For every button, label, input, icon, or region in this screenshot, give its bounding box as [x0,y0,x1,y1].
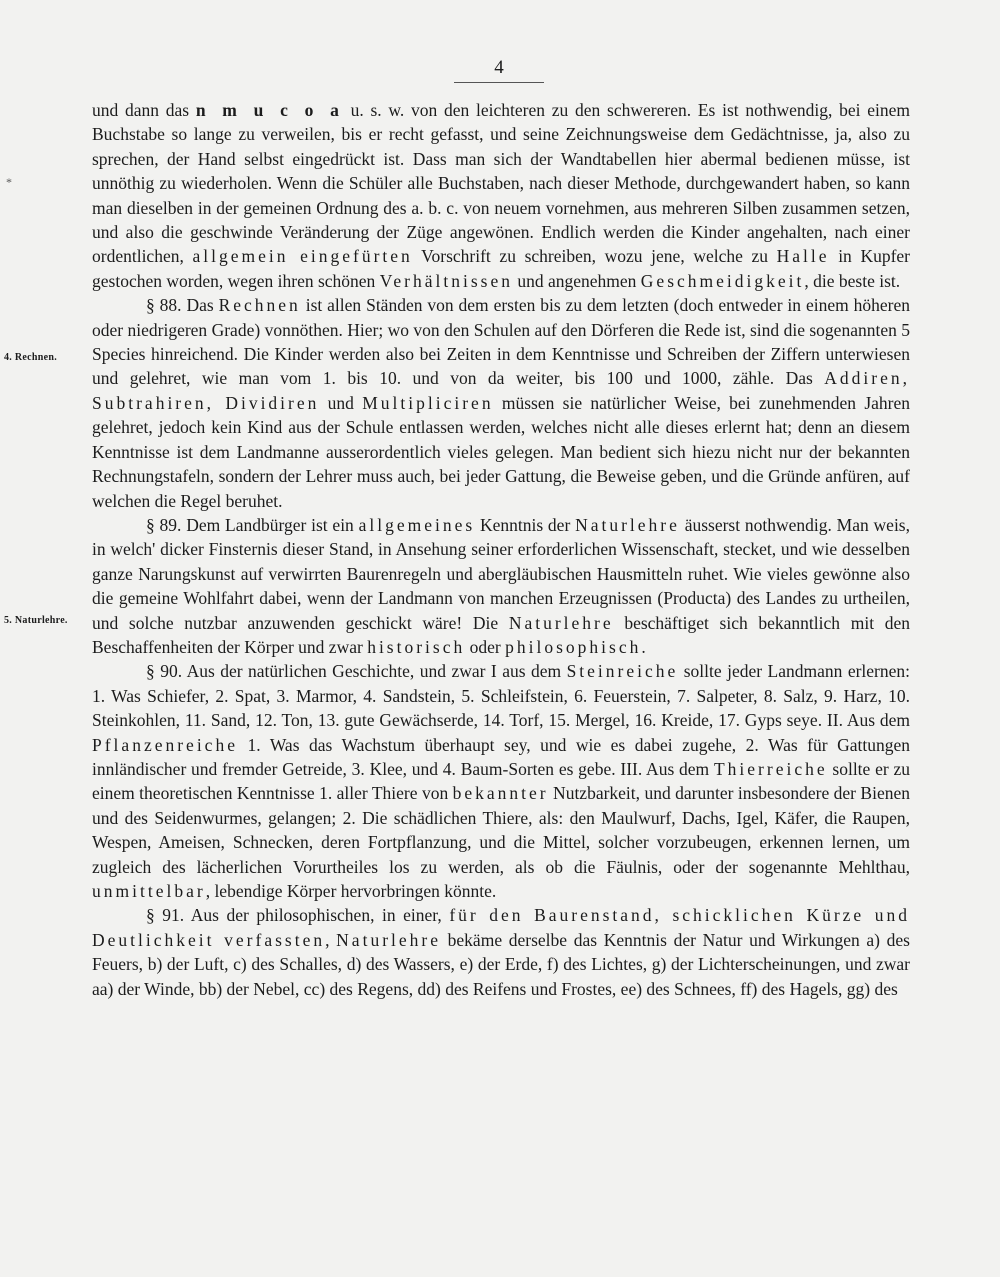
page-number-rule [454,82,544,83]
margin-asterisk: * [6,175,12,189]
paragraph-continuation: und dann das n m u c o a u. s. w. von den leichteren zu den schwereren. Es ist nothwendig, bei einem Buchstabe so lange zu verweilen, bis er recht gefasst, und seine Zeichnungsweise dem Gedächtnisse, ja, also zu sprechen, der Hand selbst eingedrückt ist. Dass man sich der Wandtabellen hier abermal bedienen müsse, ist unnöthig zu wiederholen. Wenn die Schüler alle Buchstaben, nach dieser Methode, durchgewandert haben, so kann man dieselben in der gemeinen Ordnung des a. b. c. von neuem vornehmen, aus mehreren Silben zusammen setzen, und also die geschwinde Veränderung der Züge angewönen. Endlich werden die Kinder angehalten, nach einer ordentlichen, allgemein eingefürten Vorschrift zu schreiben, wozu jene, welche zu Halle in Kupfer gestochen worden, wegen ihren schönen Verhältnissen und angenehmen Geschmeidigkeit, die beste ist. [92,100,910,291]
paragraph-section-90: § 90. Aus der natürlichen Geschichte, und zwar I aus dem Steinreiche sollte jeder Landmann erlernen: 1. Was Schiefer, 2. Spat, 3. Marmor, 4. Sandstein, 5. Schleifstein, 6. Feuerstein, 7. Salpeter, 8. Salz, 9. Harz, 10. Steinkohlen, 11. Sand, 12. Ton, 13. gute Gewächserde, 14. Torf, 15. Mergel, 16. Kreide, 17. Gyps seye. II. Aus dem Pflanzenreiche 1. Was das Wachstum überhaupt sey, und wie es dabei zugehe, 2. Was für Gattungen innländischer und fremder Getreide, 3. Klee, und 4. Baum-Sorten es gebe. III. Aus dem Thierreiche sollte er zu einem theoretischen Kenntnisse 1. aller Thiere von bekannter Nutzbarkeit, und darunter insbesondere der Bienen und des Seidenwurmes, gelangen; 2. Die schädlichen Thiere, als: den Maulwurf, Dachs, Igel, Käfer, die Raupen, Wespen, Ameisen, Schnecken, deren Fortpflanzung, und die Mittel, solcher vorzubeugen, erkennen lernen, um zugleich des lächerlichen Vorurtheiles los zu werden, als ob die Fäulnis, oder der sogenannte Mehlthau, unmittelbar, lebendige Körper hervorbringen könnte. [92,661,910,901]
paragraph-section-89: § 89. Dem Landbürger ist ein allgemeines Kenntnis der Naturlehre äusserst nothwendig. Man weis, in welch' dicker Finsternis dieser Stand, in Ansehung seiner erforderlichen Wissenschaft, stecket, und wie desselben ganze Narungskunst auf verwirrten Baurenregeln und abergläubischen Hausmitteln ruhet. Wie vieles gewönne also die gemeine Wohlfahrt dabei, wenn der Landmann von manchen Erzeugnissen (Producta) des Landes zu urtheilen, und solche nutzbar anzuwenden geschickt wäre! Die Naturlehre beschäftiget sich bekanntlich mit den Beschaffenheiten der Körper und zwar historisch oder philosophisch. [92,514,910,657]
emphasized-letters: n m u c o a [195,100,344,120]
paragraph-section-88: § 88. Das Rechnen ist allen Ständen von dem ersten bis zu dem letzten (doch entweder in einem höheren oder niedrigeren Grade) vonnöthen. Hier; wo von den Schulen auf den Dörferen die Rede ist, sind die sogenannten 5 Species hinreichend. Die Kinder werden also bei Zeiten in dem Kenntnisse und Schreiben der Ziffern unterwiesen und gelehret, wie man vom 1. bis 10. und von da weiter, bis 100 und 1000, zähle. Das Addiren, Subtrahiren, Dividiren und Multipliciren müssen sie natürlicher Weise, bei zunehmenden Jahren gelehret, jedoch kein Kind aus der Schule entlassen werden, welches nicht alle dieses erlernt hat; denn an diesem Kenntnisse ist dem Landmanne ausserordentlich vieles gelegen. Man bedient sich hiezu nicht nur der bekannten Rechnungstafeln, sondern der Lehrer muss auch, bei jeder Gattung, die Beweise geben, und die Gründe anfüren, auf welchen die Regel beruhet. [92,295,910,511]
paragraph-section-91: § 91. Aus der philosophischen, in einer, für den Baurenstand, schicklichen Kürze und Deutlichkeit verfassten, Naturlehre bekäme derselbe das Kenntnis der Natur und Wirkungen a) des Feuers, b) der Luft, c) des Schalles, d) des Wassers, e) der Erde, f) des Lichtes, g) der Lichterscheinungen, und zwar aa) der Winde, bb) der Nebel, cc) des Regens, dd) des Reifens und Frostes, ee) des Schnees, ff) des Hagels, gg) des [92,905,910,999]
page-number: 4 [494,57,504,78]
margin-note-rechnen: 4. Rechnen. [4,352,58,363]
margin-note-naturlehre: 5. Naturlehre. [4,615,68,626]
body-text [92,98,910,1001]
